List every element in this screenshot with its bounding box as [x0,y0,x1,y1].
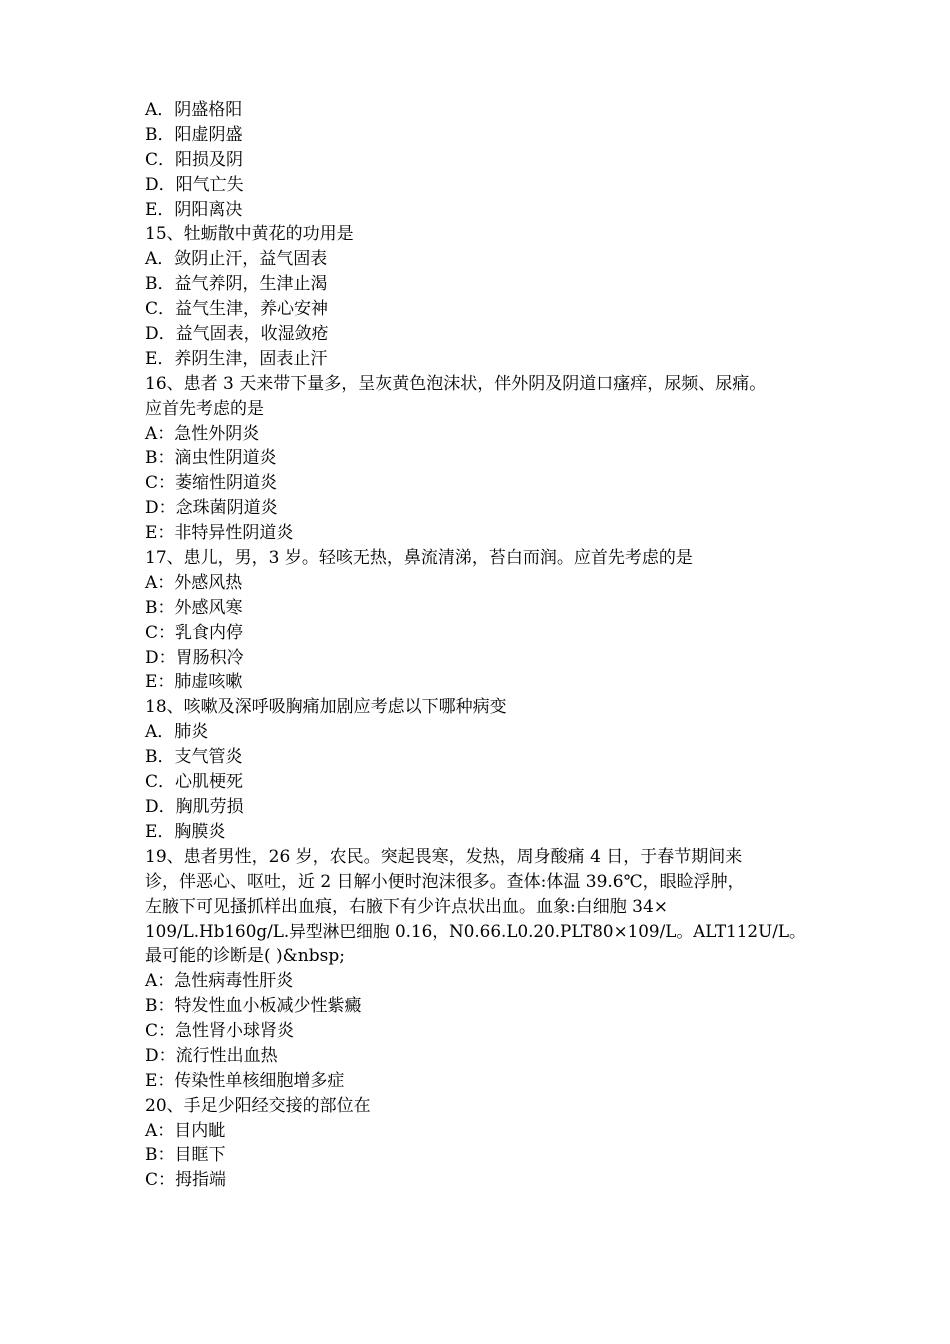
option-line: E：非特异性阴道炎 [145,523,294,544]
option-line: A．阴盛格阳 [145,100,243,120]
option-line: A：急性外阴炎 [145,423,260,444]
question-20: 20、手足少阳经交接的部位在 [145,1095,371,1116]
option-line: E．养阴生津，固表止汗 [145,348,328,369]
document-body [145,98,810,1193]
question-17: 17、患儿，男，3 岁。轻咳无热，鼻流清涕，苔白而润。应首先考虑的是 [145,548,693,569]
option-line: C．心肌梗死 [145,772,244,793]
option-line: D：流行性出血热 [145,1045,278,1066]
option-line: B：滴虫性阴道炎 [145,448,277,469]
option-line: B：外感风寒 [145,597,243,618]
question-19-continued: 诊，伴恶心、呕吐，近 2 日解小便时泡沫很多。查体:体温 39.6℃，眼睑浮肿， [145,871,745,892]
option-line: E：传染性单核细胞增多症 [145,1070,345,1091]
option-line: B：特发性血小板减少性紫癜 [145,996,362,1017]
option-line: D．益气固表，收湿敛疮 [145,324,329,345]
option-line: A：急性病毒性肝炎 [145,971,294,992]
option-line: C．阳损及阴 [145,149,244,170]
question-19-continued: 最可能的诊断是( )&nbsp; [145,946,345,967]
option-line: A：外感风热 [145,572,243,593]
option-line: B．阳虚阴盛 [145,124,243,145]
question-19-continued: 左腋下可见搔抓样出血痕，右腋下有少许点状出血。血象:白细胞 34× [145,896,669,917]
option-line: E．胸膜炎 [145,821,226,842]
option-line: D．胸肌劳损 [145,796,244,817]
question-19: 19、患者男性，26 岁，农民。突起畏寒，发热，周身酸痛 4 日，于春节期间来 [145,846,743,867]
option-line: C：乳食内停 [145,622,244,643]
option-line: A：目内眦 [145,1120,226,1141]
question-16-continued: 应首先考虑的是 [145,398,264,419]
option-line: E．阴阳离决 [145,199,243,220]
question-16: 16、患者 3 天来带下量多，呈灰黄色泡沫状，伴外阴及阴道口瘙痒，尿频、尿痛。 [145,373,767,394]
option-line: D：念珠菌阴道炎 [145,498,278,519]
question-18: 18、咳嗽及深呼吸胸痛加剧应考虑以下哪种病变 [145,697,507,718]
option-line: C．益气生津，养心安神 [145,299,329,320]
option-line: A．肺炎 [145,722,209,743]
option-line: B：目眶下 [145,1145,226,1166]
option-line: B．支气管炎 [145,747,243,768]
option-line: A．敛阴止汗，益气固表 [145,249,328,270]
option-line: B．益气养阴，生津止渴 [145,274,328,295]
option-line: C：急性肾小球肾炎 [145,1020,295,1041]
question-15: 15、牡蛎散中黄花的功用是 [145,224,354,245]
option-line: C：萎缩性阴道炎 [145,473,278,494]
option-line: D．阳气亡失 [145,174,244,195]
question-19-continued: 109/L.Hb160g/L.异型淋巴细胞 0.16，N0.66.L0.20.PLT80×109/L。ALT112U/L。 [145,921,806,942]
option-line: C：拇指端 [145,1170,227,1191]
option-line: E：肺虚咳嗽 [145,672,243,693]
option-line: D：胃肠积冷 [145,647,244,668]
